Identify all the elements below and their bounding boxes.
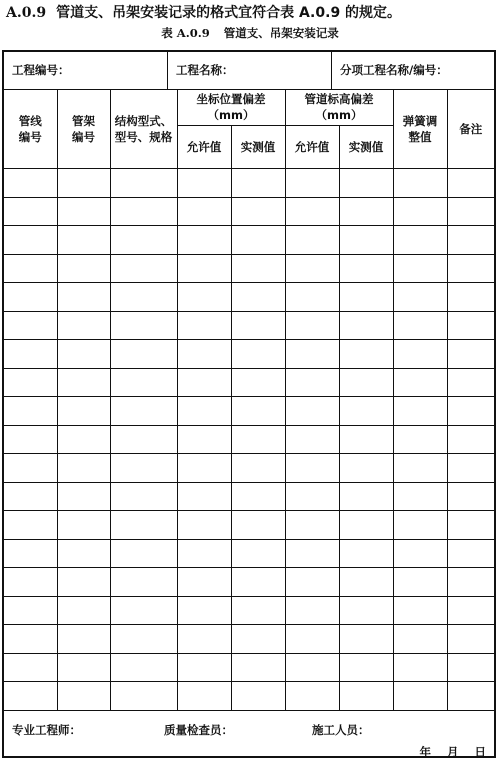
- table-cell[interactable]: [231, 340, 285, 369]
- project-number-field[interactable]: 工程编号：: [4, 52, 168, 89]
- table-cell[interactable]: [4, 425, 57, 454]
- table-cell[interactable]: [57, 625, 110, 654]
- table-cell[interactable]: [285, 283, 339, 312]
- table-cell[interactable]: [447, 397, 494, 426]
- table-cell[interactable]: [393, 482, 447, 511]
- table-cell[interactable]: [231, 311, 285, 340]
- table-cell[interactable]: [285, 539, 339, 568]
- table-cell[interactable]: [231, 397, 285, 426]
- table-cell[interactable]: [57, 169, 110, 198]
- table-cell[interactable]: [231, 226, 285, 255]
- table-cell[interactable]: [447, 311, 494, 340]
- table-cell[interactable]: [447, 425, 494, 454]
- table-cell[interactable]: [393, 596, 447, 625]
- engineer-signature[interactable]: 专业工程师：: [12, 723, 81, 737]
- table-cell[interactable]: [447, 596, 494, 625]
- table-row: [4, 682, 494, 711]
- table-cell[interactable]: [57, 425, 110, 454]
- table-cell[interactable]: [177, 368, 231, 397]
- table-row: [4, 482, 494, 511]
- table-cell[interactable]: [57, 283, 110, 312]
- table-cell[interactable]: [57, 568, 110, 597]
- table-row: [4, 254, 494, 283]
- table-cell[interactable]: [110, 283, 177, 312]
- table-cell[interactable]: [57, 368, 110, 397]
- table-cell[interactable]: [110, 197, 177, 226]
- project-name-field[interactable]: 工程名称：: [168, 52, 332, 89]
- table-cell[interactable]: [231, 425, 285, 454]
- table-cell[interactable]: [4, 368, 57, 397]
- table-cell[interactable]: [177, 539, 231, 568]
- table-cell[interactable]: [285, 397, 339, 426]
- table-cell[interactable]: [339, 226, 393, 255]
- table-cell[interactable]: [231, 368, 285, 397]
- table-cell[interactable]: [393, 368, 447, 397]
- table-row: [4, 340, 494, 369]
- table-cell[interactable]: [339, 311, 393, 340]
- table-cell[interactable]: [4, 511, 57, 540]
- table-cell[interactable]: [285, 311, 339, 340]
- table-cell[interactable]: [285, 425, 339, 454]
- table-cell[interactable]: [393, 340, 447, 369]
- table-cell[interactable]: [57, 197, 110, 226]
- table-cell[interactable]: [231, 169, 285, 198]
- table-cell[interactable]: [110, 226, 177, 255]
- table-cell[interactable]: [447, 368, 494, 397]
- table-cell[interactable]: [4, 169, 57, 198]
- table-cell[interactable]: [339, 682, 393, 711]
- table-cell[interactable]: [285, 197, 339, 226]
- table-cell[interactable]: [57, 482, 110, 511]
- table-cell[interactable]: [57, 653, 110, 682]
- table-cell[interactable]: [339, 368, 393, 397]
- table-cell[interactable]: [177, 283, 231, 312]
- table-cell[interactable]: [231, 254, 285, 283]
- table-cell[interactable]: [57, 311, 110, 340]
- table-cell[interactable]: [393, 311, 447, 340]
- table-cell[interactable]: [393, 226, 447, 255]
- table-cell[interactable]: [231, 482, 285, 511]
- table-cell[interactable]: [4, 283, 57, 312]
- table-cell[interactable]: [393, 283, 447, 312]
- table-cell[interactable]: [4, 482, 57, 511]
- inspector-signature[interactable]: 质量检查员：: [164, 723, 233, 737]
- table-cell[interactable]: [447, 539, 494, 568]
- table-cell[interactable]: [110, 596, 177, 625]
- header-pipe-no: 管线编号: [4, 89, 57, 169]
- table-cell[interactable]: [4, 397, 57, 426]
- table-cell[interactable]: [57, 454, 110, 483]
- table-row: [4, 511, 494, 540]
- table-cell[interactable]: [393, 539, 447, 568]
- table-cell[interactable]: [177, 197, 231, 226]
- table-cell[interactable]: [447, 454, 494, 483]
- header-remark: 备注: [447, 89, 494, 169]
- table-cell[interactable]: [110, 653, 177, 682]
- table-cell[interactable]: [285, 368, 339, 397]
- clause-number: A.0.9: [6, 5, 47, 21]
- table-cell[interactable]: [177, 482, 231, 511]
- table-cell[interactable]: [339, 511, 393, 540]
- constructor-signature[interactable]: 施工人员：: [312, 723, 370, 737]
- table-cell[interactable]: [339, 653, 393, 682]
- table-cell[interactable]: [110, 340, 177, 369]
- table-cell[interactable]: [447, 197, 494, 226]
- table-cell[interactable]: [177, 254, 231, 283]
- table-cell[interactable]: [4, 568, 57, 597]
- table-cell[interactable]: [110, 539, 177, 568]
- table-cell[interactable]: [285, 454, 339, 483]
- table-cell[interactable]: [447, 340, 494, 369]
- table-cell[interactable]: [110, 425, 177, 454]
- table-cell[interactable]: [339, 283, 393, 312]
- header-coord-measured: 实测值: [231, 126, 285, 169]
- table-cell[interactable]: [4, 311, 57, 340]
- table-cell[interactable]: [339, 539, 393, 568]
- table-cell[interactable]: [285, 568, 339, 597]
- table-cell[interactable]: [110, 397, 177, 426]
- signature-row: [4, 714, 494, 759]
- table-cell[interactable]: [339, 482, 393, 511]
- table-cell[interactable]: [57, 511, 110, 540]
- header-spring-adjustment: 弹簧调整值: [393, 89, 447, 169]
- table-title: 管道支、吊架安装记录: [223, 26, 339, 40]
- table-cell[interactable]: [447, 682, 494, 711]
- table-cell[interactable]: [393, 425, 447, 454]
- table-cell[interactable]: [393, 511, 447, 540]
- table-cell[interactable]: [393, 682, 447, 711]
- table-number: 表 A.0.9: [161, 26, 210, 40]
- table-cell[interactable]: [177, 425, 231, 454]
- table-cell[interactable]: [447, 653, 494, 682]
- table-cell[interactable]: [447, 482, 494, 511]
- table-cell[interactable]: [110, 368, 177, 397]
- table-cell[interactable]: [339, 397, 393, 426]
- table-cell[interactable]: [447, 568, 494, 597]
- table-cell[interactable]: [4, 254, 57, 283]
- table-cell[interactable]: [231, 625, 285, 654]
- table-cell[interactable]: [177, 454, 231, 483]
- table-cell[interactable]: [231, 653, 285, 682]
- table-cell[interactable]: [4, 653, 57, 682]
- date-field[interactable]: 年 月 日: [419, 745, 486, 759]
- table-cell[interactable]: [447, 226, 494, 255]
- table-cell[interactable]: [447, 254, 494, 283]
- table-cell[interactable]: [177, 682, 231, 711]
- table-cell[interactable]: [393, 568, 447, 597]
- header-structure: 结构型式、型号、规格: [110, 89, 177, 169]
- table-cell[interactable]: [231, 283, 285, 312]
- table-cell[interactable]: [57, 397, 110, 426]
- table-cell[interactable]: [231, 682, 285, 711]
- table-cell[interactable]: [393, 653, 447, 682]
- table-cell[interactable]: [285, 482, 339, 511]
- table-cell[interactable]: [285, 625, 339, 654]
- table-cell[interactable]: [393, 197, 447, 226]
- table-cell[interactable]: [4, 682, 57, 711]
- table-cell[interactable]: [4, 539, 57, 568]
- table-cell[interactable]: [447, 169, 494, 198]
- table-cell[interactable]: [285, 340, 339, 369]
- table-cell[interactable]: [393, 169, 447, 198]
- table-cell[interactable]: [447, 511, 494, 540]
- table-cell[interactable]: [393, 625, 447, 654]
- table-cell[interactable]: [57, 539, 110, 568]
- table-row: [4, 425, 494, 454]
- table-cell[interactable]: [447, 625, 494, 654]
- record-form: [2, 50, 496, 758]
- table-cell[interactable]: [285, 169, 339, 198]
- table-cell[interactable]: [57, 226, 110, 255]
- table-row: [4, 368, 494, 397]
- table-cell[interactable]: [231, 596, 285, 625]
- record-table: [4, 89, 494, 711]
- table-cell[interactable]: [285, 511, 339, 540]
- table-cell[interactable]: [110, 311, 177, 340]
- clause-text: 管道支、吊架安装记录的格式宜符合表 A.0.9 的规定。: [56, 5, 402, 21]
- table-row: [4, 283, 494, 312]
- table-cell[interactable]: [231, 568, 285, 597]
- table-cell[interactable]: [177, 311, 231, 340]
- table-cell[interactable]: [393, 254, 447, 283]
- table-cell[interactable]: [339, 596, 393, 625]
- table-cell[interactable]: [285, 682, 339, 711]
- table-cell[interactable]: [57, 596, 110, 625]
- table-row: [4, 625, 494, 654]
- table-cell[interactable]: [57, 340, 110, 369]
- header-elevation-deviation: 管道标高偏差（mm）: [285, 89, 393, 126]
- table-cell[interactable]: [339, 425, 393, 454]
- table-row: [4, 653, 494, 682]
- table-cell[interactable]: [285, 226, 339, 255]
- table-cell[interactable]: [4, 454, 57, 483]
- header-elev-measured: 实测值: [339, 126, 393, 169]
- table-cell[interactable]: [177, 340, 231, 369]
- table-cell[interactable]: [177, 568, 231, 597]
- table-row: [4, 226, 494, 255]
- table-row: [4, 397, 494, 426]
- table-cell[interactable]: [339, 197, 393, 226]
- table-cell[interactable]: [177, 226, 231, 255]
- table-cell[interactable]: [4, 340, 57, 369]
- table-cell[interactable]: [285, 596, 339, 625]
- table-cell[interactable]: [110, 254, 177, 283]
- clause-heading: [6, 2, 496, 22]
- table-cell[interactable]: [231, 197, 285, 226]
- table-row: [4, 539, 494, 568]
- table-cell[interactable]: [285, 653, 339, 682]
- table-row: [4, 169, 494, 198]
- table-cell[interactable]: [4, 197, 57, 226]
- table-cell[interactable]: [4, 226, 57, 255]
- header-support-no: 管架编号: [57, 89, 110, 169]
- table-cell[interactable]: [339, 454, 393, 483]
- table-cell[interactable]: [110, 568, 177, 597]
- table-cell[interactable]: [231, 511, 285, 540]
- table-cell[interactable]: [110, 682, 177, 711]
- sub-project-field[interactable]: 分项工程名称/编号：: [340, 63, 448, 77]
- table-caption: [0, 25, 500, 41]
- table-cell[interactable]: [4, 596, 57, 625]
- table-cell[interactable]: [339, 340, 393, 369]
- table-cell[interactable]: [339, 169, 393, 198]
- table-cell[interactable]: [339, 254, 393, 283]
- table-cell[interactable]: [4, 625, 57, 654]
- table-cell[interactable]: [110, 454, 177, 483]
- table-cell[interactable]: [231, 539, 285, 568]
- table-cell[interactable]: [393, 454, 447, 483]
- table-cell[interactable]: [177, 653, 231, 682]
- table-cell[interactable]: [110, 625, 177, 654]
- table-cell[interactable]: [177, 596, 231, 625]
- table-row: [4, 568, 494, 597]
- table-cell[interactable]: [177, 625, 231, 654]
- table-row: [4, 197, 494, 226]
- table-cell[interactable]: [447, 283, 494, 312]
- info-row: [4, 52, 494, 90]
- header-coordinate-deviation: 坐标位置偏差（mm）: [177, 89, 285, 126]
- table-cell[interactable]: [177, 511, 231, 540]
- table-cell[interactable]: [110, 169, 177, 198]
- table-cell[interactable]: [393, 397, 447, 426]
- table-cell[interactable]: [57, 254, 110, 283]
- table-cell[interactable]: [231, 454, 285, 483]
- header-coord-allowed: 允许值: [177, 126, 231, 169]
- header-elev-allowed: 允许值: [285, 126, 339, 169]
- table-cell[interactable]: [285, 254, 339, 283]
- table-row: [4, 311, 494, 340]
- table-row: [4, 596, 494, 625]
- table-cell[interactable]: [110, 482, 177, 511]
- table-cell[interactable]: [177, 169, 231, 198]
- table-row: [4, 454, 494, 483]
- table-cell[interactable]: [339, 568, 393, 597]
- table-cell[interactable]: [57, 682, 110, 711]
- table-cell[interactable]: [339, 625, 393, 654]
- table-cell[interactable]: [110, 511, 177, 540]
- table-cell[interactable]: [177, 397, 231, 426]
